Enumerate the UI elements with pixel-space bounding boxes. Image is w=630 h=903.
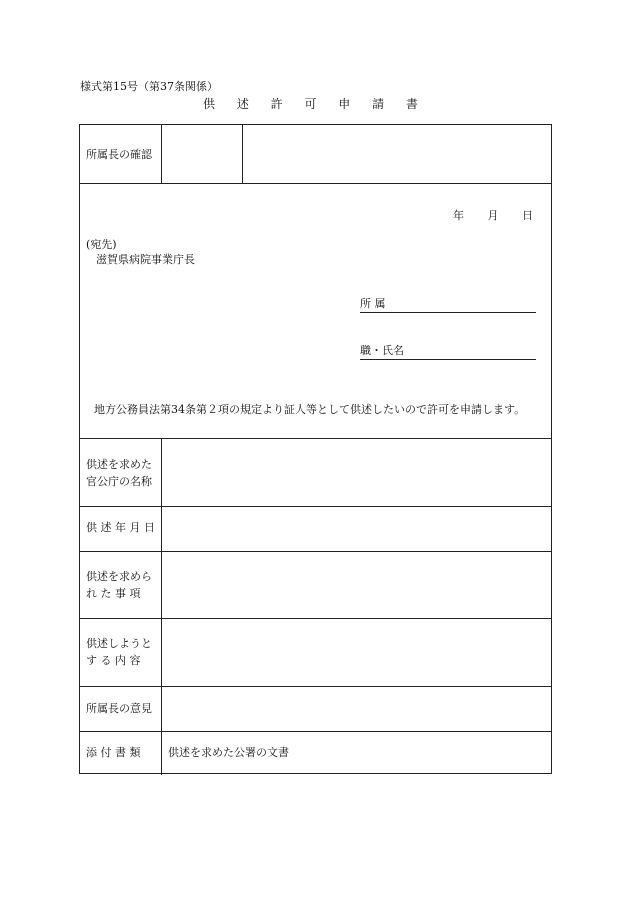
affiliation-label: 所 属 bbox=[360, 297, 386, 310]
supervisor-opinion-label: 所属長の意見 bbox=[86, 702, 152, 715]
requested-matters-label: 供述を求めら れ た 事 項 bbox=[86, 570, 152, 600]
row-divider bbox=[80, 183, 551, 184]
confirm-divider bbox=[161, 125, 162, 183]
affiliation-field[interactable] bbox=[360, 295, 536, 313]
application-statement: 地方公務員法第34条第２項の規定より証人等として供述したいので許可を申請します。 bbox=[94, 403, 526, 416]
row-divider bbox=[80, 686, 551, 687]
row-divider bbox=[80, 551, 551, 552]
row-divider bbox=[80, 506, 551, 507]
document-title: 供 述 許 可 申 請 書 bbox=[203, 97, 427, 111]
application-form bbox=[79, 124, 552, 774]
addressee: 滋賀県病院事業庁長 bbox=[96, 253, 195, 266]
position-name-label: 職・氏名 bbox=[360, 344, 404, 357]
statement-date-label: 供 述 年 月 日 bbox=[86, 521, 155, 534]
row-divider bbox=[80, 438, 551, 439]
position-name-field[interactable] bbox=[360, 342, 536, 360]
label-column-divider bbox=[161, 438, 162, 775]
confirm-divider bbox=[242, 125, 243, 183]
agency-label: 供述を求めた 官公庁の名称 bbox=[86, 458, 152, 488]
confirm-label: 所属長の確認 bbox=[86, 148, 152, 161]
addressee-prefix: (宛先) bbox=[86, 238, 117, 251]
attachments-label: 添 付 書 類 bbox=[86, 746, 141, 759]
row-divider bbox=[80, 618, 551, 619]
application-date: 年 月 日 bbox=[453, 209, 533, 222]
form-number: 様式第15号（第37条関係） bbox=[80, 80, 218, 93]
intended-content-label: 供述しようと す る 内 容 bbox=[86, 637, 152, 667]
row-divider bbox=[80, 731, 551, 732]
attachments-value: 供述を求めた公署の文書 bbox=[168, 746, 289, 759]
